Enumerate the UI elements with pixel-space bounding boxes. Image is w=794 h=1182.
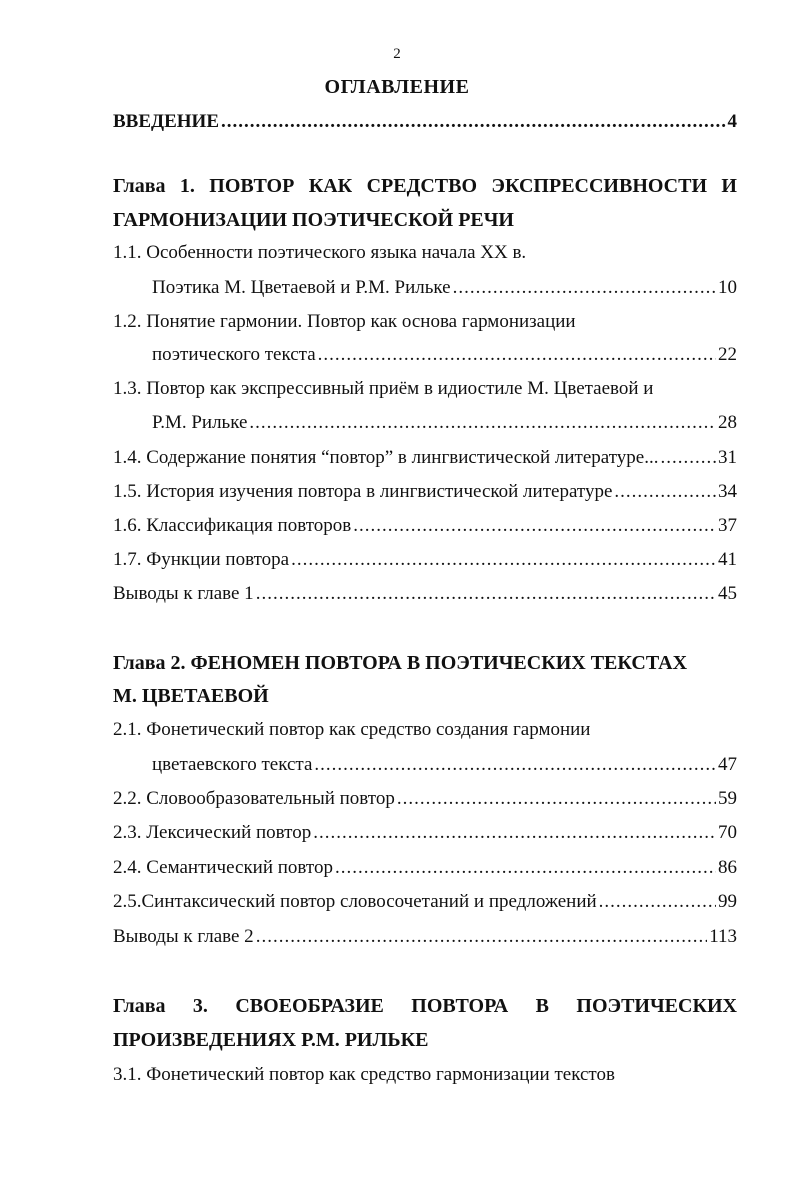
toc-page: 37 <box>718 515 737 536</box>
toc-label: 2.2. Словообразовательный повтор <box>113 788 395 809</box>
toc-label: ВВЕДЕНИЕ <box>113 111 219 132</box>
toc-entry-1-5 <box>113 480 737 504</box>
toc-entry-1-2-line1: 1.2. Понятие гармонии. Повтор как основа гармонизации <box>113 311 576 332</box>
toc-page: 41 <box>718 549 737 570</box>
dot-leader <box>353 514 716 538</box>
toc-label: поэтического текста <box>152 344 316 365</box>
toc-entry-2-5 <box>113 890 737 914</box>
toc-page: 31 <box>718 447 737 468</box>
toc-label: 2.5.Синтаксический повтор словосочетаний и предложений <box>113 891 597 912</box>
toc-entry-2-1-line1: 2.1. Фонетический повтор как средство создания гармонии <box>113 719 591 740</box>
toc-label: 1.5. История изучения повтора в лингвистической литературе <box>113 481 613 502</box>
dot-leader <box>335 856 716 880</box>
toc-label: 1.4. Содержание понятия “повтор” в лингвистической литературе... <box>113 447 659 468</box>
toc-entry-3-1-line1: 3.1. Фонетический повтор как средство гармонизации текстов <box>113 1064 615 1085</box>
toc-entry-2-2 <box>113 787 737 811</box>
heading-word: ЭКСПРЕССИВНОСТИ <box>491 175 708 197</box>
toc-entry-conclusions-1 <box>113 582 737 606</box>
dot-leader <box>256 925 708 949</box>
heading-word: И <box>721 175 737 197</box>
toc-page: 22 <box>718 344 737 365</box>
toc-label: Р.М. Рильке <box>152 412 248 433</box>
page-number: 2 <box>393 46 401 62</box>
dot-leader <box>249 411 716 435</box>
toc-entry-1-6 <box>113 514 737 538</box>
toc-entry-1-2 <box>152 343 737 367</box>
toc-label: 1.6. Классификация повторов <box>113 515 352 536</box>
toc-entry-1-3-line1: 1.3. Повтор как экспрессивный приём в идиостиле М. Цветаевой и <box>113 378 654 399</box>
heading-word: СВОЕОБРАЗИЕ <box>235 995 384 1017</box>
toc-entry-intro <box>113 110 737 134</box>
toc-entry-2-3 <box>113 821 737 845</box>
dot-leader <box>318 343 716 367</box>
toc-entry-1-3 <box>152 411 737 435</box>
heading-word: ПОВТОР <box>209 175 295 197</box>
toc-label: 1.7. Функции повтора <box>113 549 290 570</box>
heading-word: ПОВТОРА <box>411 995 509 1017</box>
dot-leader <box>397 787 716 811</box>
chapter1-heading-line1 <box>113 174 737 198</box>
dot-leader <box>314 753 716 777</box>
toc-label: Выводы к главе 2 <box>113 926 254 947</box>
heading-word: ПОЭТИЧЕСКИХ <box>576 995 737 1017</box>
toc-entry-conclusions-2 <box>113 925 737 949</box>
toc-page: 4 <box>727 111 737 132</box>
dot-leader <box>599 890 716 914</box>
dot-leader <box>660 446 716 470</box>
toc-page: 47 <box>718 754 737 775</box>
toc-page: 10 <box>718 277 737 298</box>
dot-leader <box>256 582 716 606</box>
toc-page: 86 <box>718 857 737 878</box>
heading-word: 1. <box>179 175 195 197</box>
toc-label: 2.4. Семантический повтор <box>113 857 333 878</box>
heading-word: В <box>535 995 549 1017</box>
toc-page: 70 <box>718 822 737 843</box>
chapter3-heading-line1 <box>113 994 737 1018</box>
heading-word: Глава <box>113 995 166 1017</box>
toc-label: Поэтика М. Цветаевой и Р.М. Рильке <box>152 277 451 298</box>
heading-word: Глава <box>113 175 166 197</box>
toc-entry-1-1-line1: 1.1. Особенности поэтического языка начала XX в. <box>113 242 527 263</box>
toc-entry-1-4 <box>113 446 737 470</box>
heading-word: СРЕДСТВО <box>366 175 478 197</box>
toc-label: Выводы к главе 1 <box>113 583 254 604</box>
toc-entry-1-1 <box>152 276 737 300</box>
chapter3-heading-line2: ПРОИЗВЕДЕНИЯХ Р.М. РИЛЬКЕ <box>113 1029 429 1051</box>
toc-page: 99 <box>718 891 737 912</box>
chapter1-heading-line2: ГАРМОНИЗАЦИИ ПОЭТИЧЕСКОЙ РЕЧИ <box>113 209 514 231</box>
heading-word: 3. <box>192 995 208 1017</box>
toc-entry-2-1 <box>152 753 737 777</box>
toc-page: 59 <box>718 788 737 809</box>
toc-page: 113 <box>709 926 737 947</box>
dot-leader <box>453 276 716 300</box>
toc-label: цветаевского текста <box>152 754 313 775</box>
heading-word: КАК <box>308 175 353 197</box>
page-title: ОГЛАВЛЕНИЕ <box>324 76 470 98</box>
chapter2-heading-line1: Глава 2. ФЕНОМЕН ПОВТОРА В ПОЭТИЧЕСКИХ ТЕКСТАХ <box>113 652 688 674</box>
toc-page: 28 <box>718 412 737 433</box>
chapter2-heading-line2: М. ЦВЕТАЕВОЙ <box>113 685 269 707</box>
toc-page: 45 <box>718 583 737 604</box>
toc-label: 2.3. Лексический повтор <box>113 822 312 843</box>
toc-page: 34 <box>718 481 737 502</box>
dot-leader <box>614 480 716 504</box>
toc-entry-1-7 <box>113 548 737 572</box>
dot-leader <box>221 110 726 134</box>
dot-leader <box>291 548 716 572</box>
dot-leader <box>313 821 716 845</box>
toc-entry-2-4 <box>113 856 737 880</box>
